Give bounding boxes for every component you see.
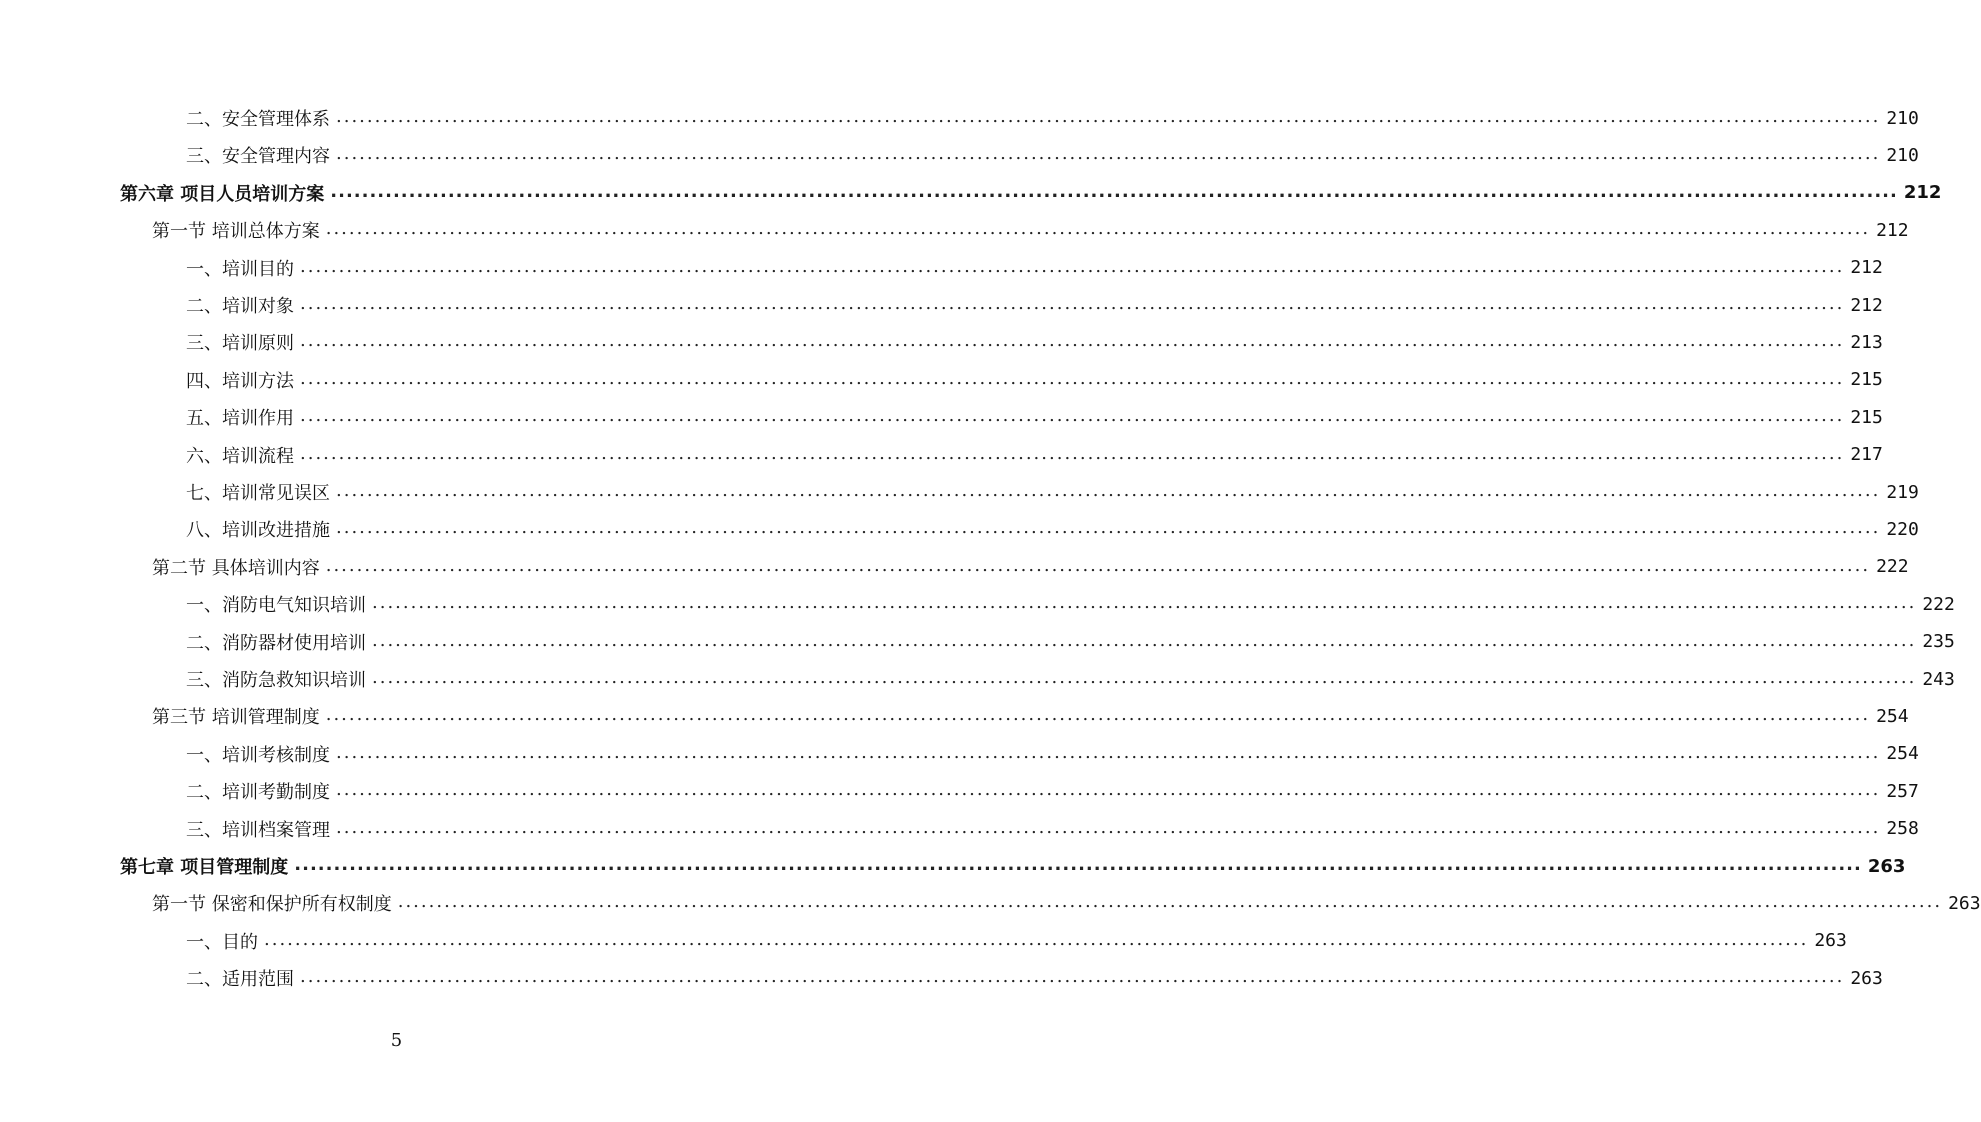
- toc-item-entry[interactable]: [186, 324, 1883, 360]
- toc-entry-label: 第三节 培训管理制度: [152, 707, 320, 729]
- toc-entry-label: 七、培训常见误区: [186, 483, 330, 504]
- toc-item-entry[interactable]: [186, 100, 1919, 136]
- toc-entry-page: 243: [1922, 668, 1955, 690]
- toc-entry-label: 二、适用范围: [186, 969, 294, 991]
- page-number: 5: [390, 1030, 403, 1051]
- toc-entry-label: 六、培训流程: [186, 445, 294, 467]
- toc-entry-page: 212: [1876, 219, 1909, 241]
- toc-chapter-entry[interactable]: [120, 175, 1942, 211]
- toc-item-entry[interactable]: [186, 437, 1883, 473]
- toc-item-entry[interactable]: [186, 250, 1883, 286]
- toc-dot-leader: ........................................................................................................................................................................................................: [372, 667, 1917, 688]
- toc-entry-label: 一、消防电气知识培训: [186, 595, 366, 617]
- toc-entry-label: 一、培训考核制度: [186, 744, 330, 766]
- toc-dot-leader: ........................................................................................................................................................................................................: [372, 629, 1917, 651]
- toc-dot-leader: ........................................................................................................................................................................................................: [325, 218, 1871, 240]
- toc-entry-page: 212: [1850, 294, 1883, 316]
- toc-dot-leader: ........................................................................................................................................................................................................: [325, 704, 1871, 726]
- toc-dot-leader: ........................................................................................................................................................................................................: [300, 442, 1845, 464]
- toc-entry-label: 一、目的: [186, 931, 258, 953]
- toc-item-entry[interactable]: [186, 736, 1919, 772]
- toc-entry-label: 八、培训改进措施: [186, 520, 330, 542]
- toc-item-entry[interactable]: [186, 362, 1883, 398]
- toc-entry-page: 222: [1922, 593, 1955, 615]
- toc-entry-page: 263: [1948, 892, 1981, 914]
- toc-item-entry[interactable]: [186, 137, 1919, 173]
- toc-dot-leader: ........................................................................................................................................................................................................: [336, 779, 1881, 801]
- toc-dot-leader: ........................................................................................................................................................................................................: [264, 928, 1809, 950]
- toc-entry-label: 二、培训对象: [186, 296, 294, 317]
- toc-dot-leader: ........................................................................................................................................................................................................: [330, 180, 1898, 202]
- toc-dot-leader: ........................................................................................................................................................................................................: [336, 517, 1881, 539]
- toc-entry-page: 219: [1886, 481, 1919, 503]
- toc-entry-label: 二、消防器材使用培训: [186, 632, 366, 654]
- toc-entry-label: 第一节 保密和保护所有权制度: [152, 894, 392, 916]
- toc-section-entry[interactable]: [152, 212, 1909, 248]
- toc-entry-page: 220: [1886, 518, 1919, 540]
- toc-entry-label: 一、培训目的: [186, 258, 294, 280]
- toc-dot-leader: ........................................................................................................................................................................................................: [300, 293, 1845, 314]
- toc-section-entry[interactable]: [152, 885, 1981, 921]
- toc-dot-leader: ........................................................................................................................................................................................................: [336, 741, 1881, 763]
- toc-dot-leader: ........................................................................................................................................................................................................: [300, 966, 1845, 988]
- toc-entry-page: 263: [1850, 967, 1883, 989]
- toc-dot-leader: ........................................................................................................................................................................................................: [336, 480, 1881, 501]
- toc-item-entry[interactable]: [186, 923, 1847, 959]
- toc-entry-label: 二、安全管理体系: [186, 109, 330, 130]
- toc-entry-label: 第七章 项目管理制度: [120, 857, 289, 878]
- toc-entry-label: 三、消防急救知识培训: [186, 670, 366, 691]
- toc-entry-page: 263: [1814, 930, 1847, 952]
- toc-entry-page: 212: [1903, 182, 1942, 204]
- toc-item-entry[interactable]: [186, 287, 1883, 323]
- toc-dot-leader: ........................................................................................................................................................................................................: [300, 367, 1845, 389]
- toc-entry-page: 212: [1850, 257, 1883, 279]
- toc-entry-label: 二、培训考勤制度: [186, 782, 330, 804]
- toc-entry-label: 第一节 培训总体方案: [152, 221, 320, 243]
- toc-entry-page: 210: [1886, 144, 1919, 166]
- toc-item-entry[interactable]: [186, 661, 1955, 697]
- toc-dot-leader: ........................................................................................................................................................................................................: [372, 592, 1917, 614]
- toc-item-entry[interactable]: [186, 399, 1883, 435]
- toc-entry-page: 257: [1886, 780, 1919, 802]
- toc-entry-page: 222: [1876, 556, 1909, 578]
- toc-entry-label: 三、安全管理内容: [186, 146, 330, 168]
- toc-section-entry[interactable]: [152, 698, 1909, 734]
- toc-entry-label: 四、培训方法: [186, 370, 294, 392]
- toc-dot-leader: ........................................................................................................................................................................................................: [336, 106, 1881, 127]
- toc-entry-page: 254: [1886, 743, 1919, 765]
- toc-entry-label: 第六章 项目人员培训方案: [120, 183, 325, 205]
- toc-dot-leader: ........................................................................................................................................................................................................: [300, 330, 1845, 352]
- toc-entry-page: 235: [1922, 631, 1955, 653]
- toc-item-entry[interactable]: [186, 811, 1919, 847]
- toc-entry-page: 263: [1867, 855, 1906, 877]
- toc-entry-label: 三、培训档案管理: [186, 819, 330, 841]
- toc-entry-page: 215: [1850, 369, 1883, 391]
- toc-entry-label: 第二节 具体培训内容: [152, 557, 320, 579]
- toc-dot-leader: ........................................................................................................................................................................................................: [300, 255, 1845, 277]
- toc-dot-leader: ........................................................................................................................................................................................................: [397, 891, 1943, 913]
- toc-dot-leader: ........................................................................................................................................................................................................: [325, 554, 1871, 576]
- toc-dot-leader: ........................................................................................................................................................................................................: [336, 143, 1881, 165]
- toc-chapter-entry[interactable]: [120, 848, 1906, 884]
- toc-entry-page: 210: [1886, 107, 1919, 129]
- toc-dot-leader: ........................................................................................................................................................................................................: [336, 816, 1881, 838]
- toc-dot-leader: ........................................................................................................................................................................................................: [300, 405, 1845, 427]
- toc-entry-page: 254: [1876, 705, 1909, 727]
- toc-entry-label: 五、培训作用: [186, 408, 294, 430]
- toc-item-entry[interactable]: [186, 474, 1919, 510]
- toc-item-entry[interactable]: [186, 960, 1883, 996]
- toc-entry-label: 三、培训原则: [186, 333, 294, 355]
- toc-entry-page: 217: [1850, 444, 1883, 466]
- toc-entry-page: 258: [1886, 818, 1919, 840]
- toc-item-entry[interactable]: [186, 511, 1919, 547]
- toc-entry-page: 213: [1850, 331, 1883, 353]
- toc-section-entry[interactable]: [152, 549, 1909, 585]
- toc-dot-leader: ........................................................................................................................................................................................................: [294, 854, 1862, 875]
- toc-item-entry[interactable]: [186, 586, 1955, 622]
- toc-item-entry[interactable]: [186, 773, 1919, 809]
- toc-entry-page: 215: [1850, 406, 1883, 428]
- toc-item-entry[interactable]: [186, 624, 1955, 660]
